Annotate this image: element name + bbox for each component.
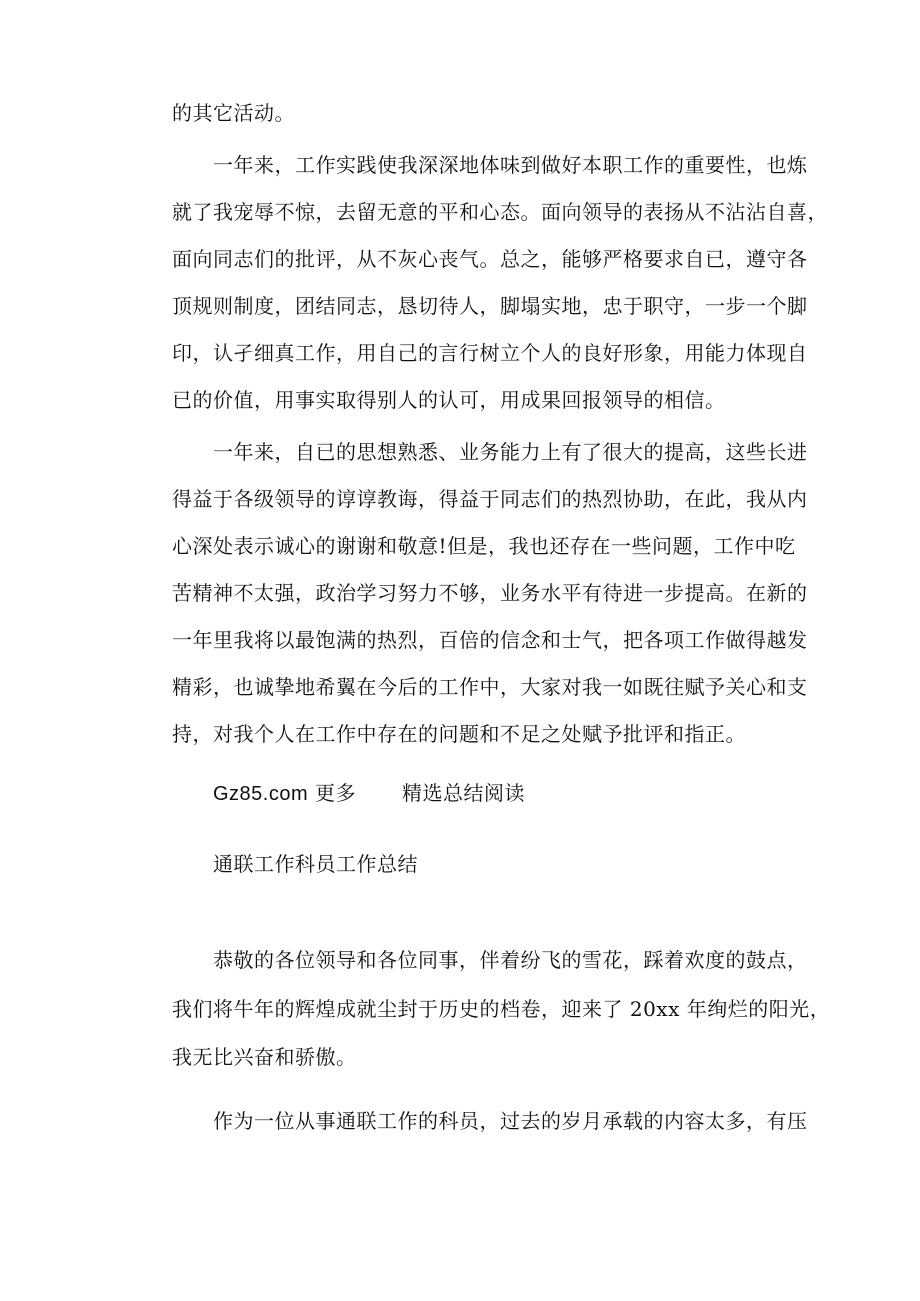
paragraph-line: 一年来，工作实践使我深深地体味到做好本职工作的重要性，也炼 — [213, 153, 808, 177]
site-name: Gz85.com — [213, 783, 309, 805]
paragraph-line: 恭敬的各位领导和各位同事，伴着纷飞的雪花，踩着欢度的鼓点， — [213, 948, 808, 972]
promo-link[interactable]: 精选总结阅读 — [402, 781, 526, 805]
paragraph-line: 印，认孑细真工作，用自己的言行树立个人的良好形象，用能力体现自 — [172, 341, 808, 365]
paragraph-line: 面向同志们的批评，从不灰心丧气。总之，能够严格要求自已，遵守各 — [172, 247, 808, 271]
paragraph-line: 得益于各级领导的谆谆教诲，得益于同志们的热烈协助，在此，我从内 — [172, 487, 808, 511]
paragraph-line: 一年里我将以最饱满的热烈，百倍的信念和士气，把各项工作做得越发 — [172, 628, 808, 652]
more-text: 更多 — [315, 781, 357, 805]
paragraph-line: 就了我宠辱不惊，去留无意的平和心态。面向领导的表扬从不沾沾自喜， — [172, 200, 828, 224]
paragraph-line: 已的价值，用事实取得别人的认可，用成果回报领导的相信。 — [172, 388, 726, 412]
paragraph-line: 心深处表示诚心的谢谢和敬意!但是，我也还存在一些问题，工作中吃 — [172, 534, 796, 558]
paragraph-line: 精彩，也诚挚地希翼在今后的工作中，大家对我一如既往赋予关心和支 — [172, 675, 808, 699]
paragraph-line: 的其它活动。 — [172, 101, 295, 125]
paragraph-line: 顶规则制度，团结同志，恳切待人，脚塌实地，忠于职守，一步一个脚 — [172, 294, 808, 318]
paragraph-line: 作为一位从事通联工作的科员，过去的岁月承载的内容太多，有压 — [213, 1109, 808, 1133]
paragraph-line: 一年来，自已的思想熟悉、业务能力上有了很大的提高，这些长进 — [213, 440, 808, 464]
paragraph-line: 我无比兴奋和骄傲。 — [172, 1045, 357, 1069]
paragraph-line: 苦精神不太强，政治学习努力不够，业务水平有待进一步提高。在新的 — [172, 581, 808, 605]
paragraph-line: 持，对我个人在工作中存在的问题和不足之处赋予批评和指正。 — [172, 722, 746, 746]
section-heading: 通联工作科员工作总结 — [213, 852, 418, 876]
promo-line — [213, 779, 793, 807]
paragraph-line: 我们将牛年的辉煌成就尘封于历史的档卷，迎来了 20xx 年绚烂的阳光， — [172, 997, 831, 1021]
